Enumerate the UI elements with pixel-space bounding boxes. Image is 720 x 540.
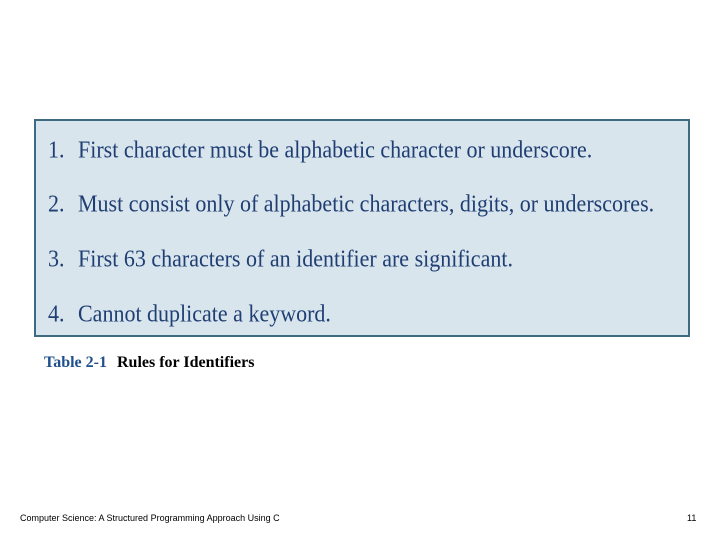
rule-number: 4.: [48, 299, 65, 327]
rules-table: [34, 119, 690, 337]
caption-label: Table 2-1: [44, 354, 107, 371]
footer-source: Computer Science: A Structured Programming Approach Using C: [20, 513, 280, 523]
caption-title: Rules for Identifiers: [116, 354, 255, 371]
rule-text: First character must be alphabetic character or underscore.: [78, 135, 593, 163]
page-number: 11: [687, 513, 697, 523]
rule-number: 3.: [48, 244, 65, 272]
rule-item-1: [48, 136, 592, 164]
rule-text: First 63 characters of an identifier are significant.: [78, 244, 513, 272]
rule-text: Must consist only of alphabetic characters, digits, or underscores.: [78, 189, 655, 217]
rule-item-4: [48, 300, 331, 328]
table-caption: [44, 354, 254, 372]
rule-item-2: [48, 190, 654, 218]
rule-item-3: [48, 245, 513, 273]
rule-number: 1.: [48, 135, 65, 163]
rule-text: Cannot duplicate a keyword.: [78, 299, 331, 327]
rule-number: 2.: [48, 189, 65, 217]
